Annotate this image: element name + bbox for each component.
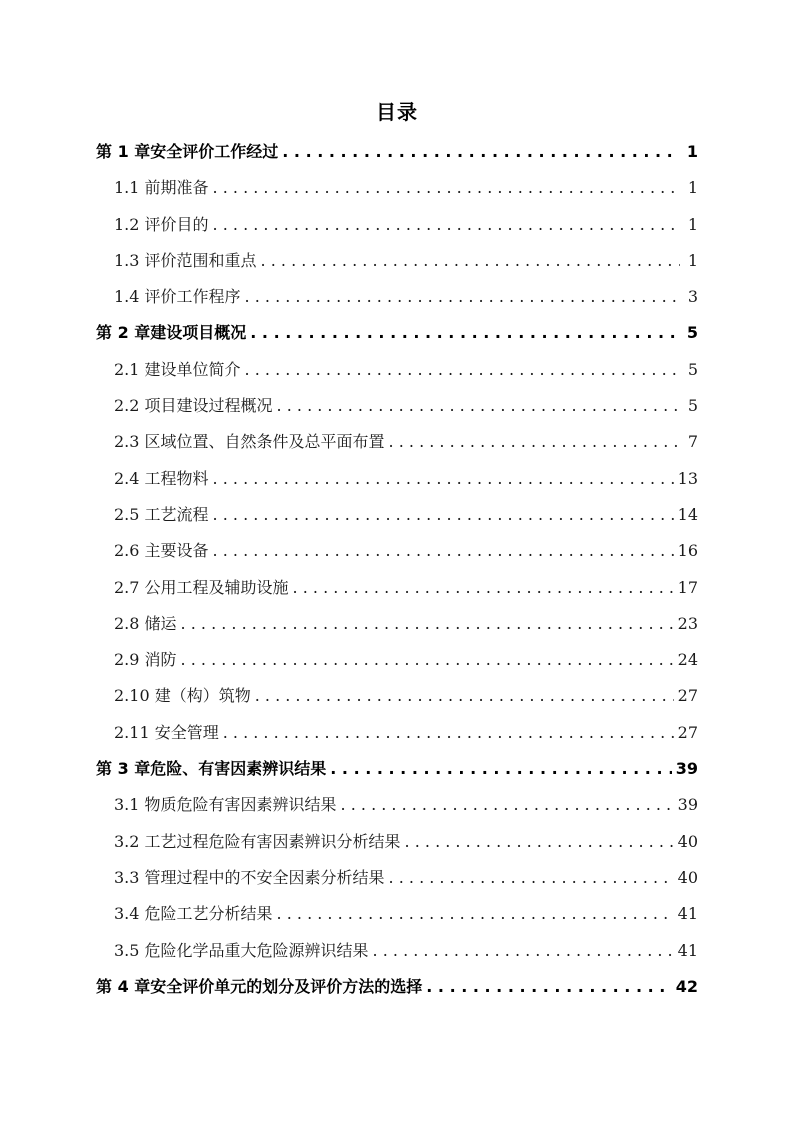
toc-page-number: 1: [687, 250, 698, 270]
toc-page-number: 27: [677, 722, 698, 742]
toc-entry-label: 1.4 评价工作程序: [114, 287, 241, 307]
toc-entry-label: 2.9 消防: [114, 650, 177, 670]
toc-entry[interactable]: [96, 824, 698, 860]
toc-page-number: 3: [687, 287, 698, 307]
dot-leader: [223, 715, 674, 751]
toc-entry-label: 2.10 建（构）筑物: [114, 686, 251, 706]
toc-page-number: 17: [677, 577, 698, 597]
toc-entry-label: 1.2 评价目的: [114, 214, 209, 234]
dot-leader: [250, 315, 680, 351]
toc-page-number: 5: [687, 396, 698, 416]
toc-entry[interactable]: [96, 933, 698, 969]
toc-entry-label: 3.4 危险工艺分析结果: [114, 904, 273, 924]
toc-page-number: 40: [677, 867, 698, 887]
toc-entry-label: 2.2 项目建设过程概况: [114, 396, 273, 416]
dot-leader: [261, 243, 680, 279]
toc-entry[interactable]: [96, 461, 698, 497]
toc-page-number: 14: [677, 504, 698, 524]
toc-page-number: 7: [687, 432, 698, 452]
toc-entry-label: 2.1 建设单位简介: [114, 359, 241, 379]
dot-leader: [373, 933, 674, 969]
dot-leader: [277, 388, 680, 424]
toc-entry-label: 第 2 章建设项目概况: [96, 323, 247, 343]
toc-entry[interactable]: [96, 896, 698, 932]
toc-entry-label: 2.8 储运: [114, 613, 177, 633]
toc-entry[interactable]: [96, 751, 698, 787]
toc-page-number: 13: [677, 468, 698, 488]
dot-leader: [330, 751, 671, 787]
dot-leader: [277, 896, 674, 932]
dot-leader: [389, 860, 674, 896]
toc-entry-label: 2.4 工程物料: [114, 468, 209, 488]
toc-entry[interactable]: [96, 606, 698, 642]
toc-entry[interactable]: [96, 207, 698, 243]
dot-leader: [389, 424, 680, 460]
toc-entry[interactable]: [96, 533, 698, 569]
toc-page-number: 5: [687, 359, 698, 379]
toc-entry[interactable]: [96, 388, 698, 424]
toc-entry[interactable]: [96, 424, 698, 460]
toc-entry[interactable]: [96, 170, 698, 206]
toc-entry[interactable]: [96, 570, 698, 606]
dot-leader: [213, 497, 674, 533]
toc-entry[interactable]: [96, 642, 698, 678]
toc-page-number: 27: [677, 686, 698, 706]
toc-entry-label: 第 1 章安全评价工作经过: [96, 142, 279, 161]
dot-leader: [213, 461, 674, 497]
toc-page-number: 39: [677, 795, 698, 815]
toc-page-number: 42: [675, 976, 698, 996]
dot-leader: [293, 570, 674, 606]
toc-entry-label: 1.1 前期准备: [114, 178, 209, 198]
toc-entry-label: 1.3 评价范围和重点: [114, 250, 257, 270]
toc-entry-label: 第 4 章安全评价单元的划分及评价方法的选择: [96, 976, 423, 996]
toc-entry-label: 2.5 工艺流程: [114, 504, 209, 524]
toc-entry[interactable]: [96, 134, 698, 170]
toc-entry-label: 3.2 工艺过程危险有害因素辨识分析结果: [114, 831, 401, 851]
dot-leader: [405, 824, 674, 860]
toc-page-number: 16: [677, 541, 698, 561]
toc-page-number: 41: [677, 904, 698, 924]
toc-entry-label: 2.6 主要设备: [114, 541, 209, 561]
dot-leader: [181, 606, 674, 642]
toc-entry[interactable]: [96, 969, 698, 1005]
toc-entry-label: 2.11 安全管理: [114, 722, 219, 742]
toc-entry[interactable]: [96, 497, 698, 533]
page-title: 目录: [376, 100, 418, 124]
toc-entry[interactable]: [96, 715, 698, 751]
toc-entry-label: 3.3 管理过程中的不安全因素分析结果: [114, 867, 385, 887]
toc-page-number: 41: [677, 940, 698, 960]
toc-page-number: 40: [677, 831, 698, 851]
toc-page-number: 24: [677, 650, 698, 670]
toc-entry[interactable]: [96, 243, 698, 279]
toc-entry-label: 3.5 危险化学品重大危险源辨识结果: [114, 940, 369, 960]
dot-leader: [245, 352, 680, 388]
dot-leader: [245, 279, 680, 315]
toc-page-number: 39: [675, 759, 698, 779]
toc-entry[interactable]: [96, 279, 698, 315]
toc-entry-label: 第 3 章危险、有害因素辨识结果: [96, 759, 327, 779]
dot-leader: [181, 642, 674, 678]
toc-entry-label: 2.7 公用工程及辅助设施: [114, 577, 289, 597]
toc-page-number: 1: [687, 178, 698, 198]
dot-leader: [213, 207, 680, 243]
toc-entry[interactable]: [96, 787, 698, 823]
dot-leader: [255, 678, 674, 714]
toc-page-number: 1: [686, 142, 698, 161]
toc-page-number: 1: [687, 214, 698, 234]
toc-entry[interactable]: [96, 315, 698, 351]
toc-entry[interactable]: [96, 860, 698, 896]
toc-entry-label: 2.3 区域位置、自然条件及总平面布置: [114, 432, 385, 452]
dot-leader: [426, 969, 671, 1005]
dot-leader: [282, 134, 680, 170]
toc-entry-label: 3.1 物质危险有害因素辨识结果: [114, 795, 337, 815]
table-of-contents: [96, 134, 698, 1005]
toc-entry[interactable]: [96, 352, 698, 388]
toc-entry[interactable]: [96, 678, 698, 714]
dot-leader: [213, 533, 674, 569]
dot-leader: [341, 787, 674, 823]
toc-page-number: 5: [686, 323, 698, 343]
toc-page-number: 23: [677, 613, 698, 633]
dot-leader: [213, 170, 680, 206]
